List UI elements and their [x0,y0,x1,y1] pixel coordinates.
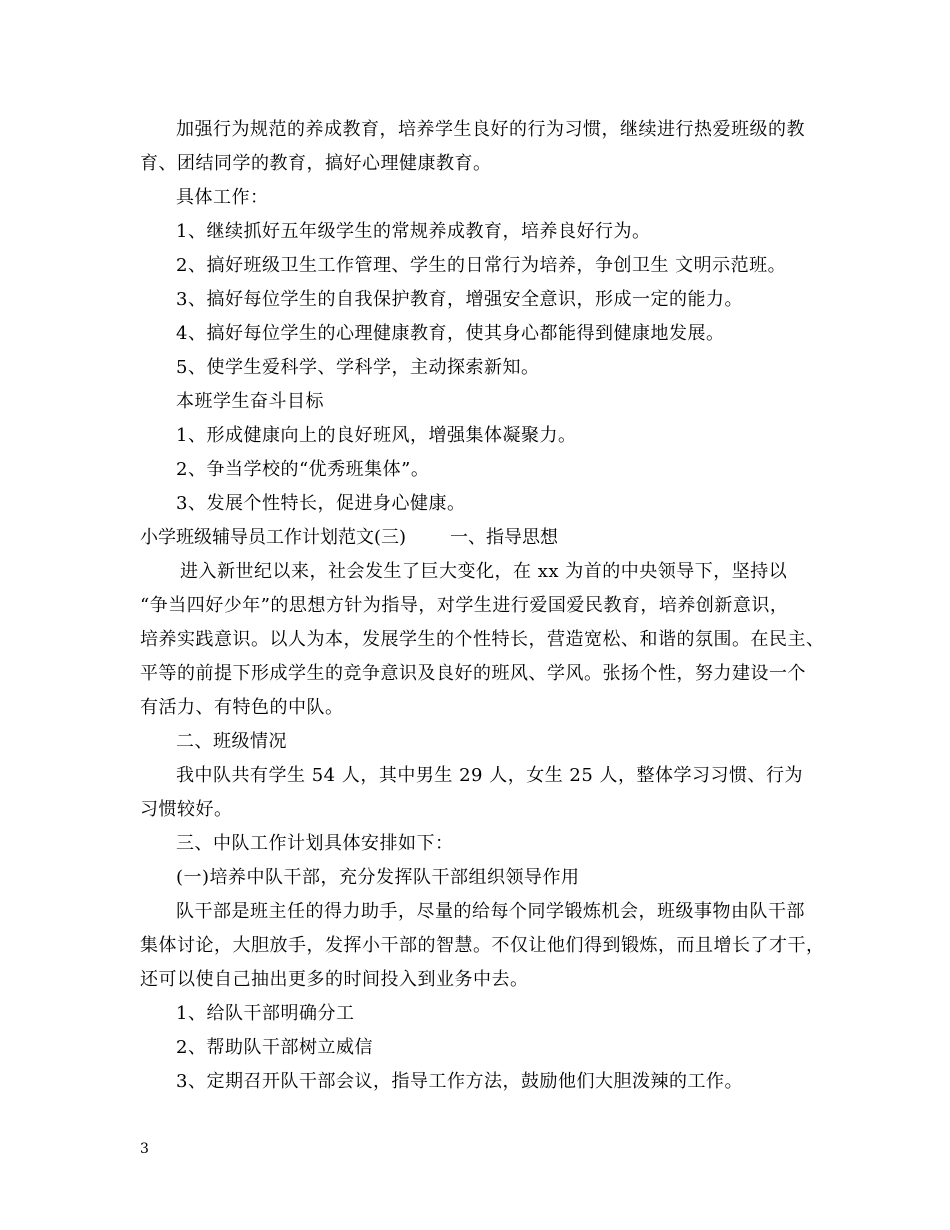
paragraph-line: 队干部是班主任的得力助手，尽量的给每个同学锻炼机会，班级事物由队干部 [176,901,805,922]
list-item: 1、继续抓好五年级学生的常规养成教育，培养良好行为。 [176,221,651,242]
section-first-heading: 一、指导思想 [450,527,559,548]
list-item: 3、定期召开队干部会议，指导工作方法，鼓励他们大胆泼辣的工作。 [176,1071,743,1092]
paragraph-line: 习惯较好。 [140,799,233,820]
paragraph-line: 进入新世纪以来，社会发生了巨大变化，在 xx 为首的中央领导下，坚持以 [180,561,788,582]
paragraph-line: 有活力、有特色的中队。 [140,697,344,718]
page-number: 3 [140,1141,149,1157]
paragraph-line: “争当四好少年”的思想方针为指导，对学生进行爱国爱民教育，培养创新意识， [140,595,789,616]
list-item: 4、搞好每位学生的心理健康教育，使其身心都能得到健康地发展。 [176,323,725,344]
paragraph-line: 育、团结同学的教育，搞好心理健康教育。 [140,153,492,174]
list-item: 2、帮助队干部树立威信 [176,1037,373,1058]
paragraph-line: 培养实践意识。以人为本，发展学生的个性特长，营造宽松、和谐的氛围。在民主、 [140,629,825,650]
paragraph-line: 平等的前提下形成学生的竞争意识及良好的班风、学风。张扬个性，努力建设一个 [140,663,806,684]
paragraph-line: 具体工作： [176,187,269,208]
subheading: 二、班级情况 [176,731,287,752]
list-item: 3、搞好每位学生的自我保护教育，增强安全意识，形成一定的能力。 [176,289,743,310]
paragraph-line: 我中队共有学生 54 人，其中男生 29 人，女生 25 人，整体学习习惯、行为 [176,765,804,786]
list-item: 2、争当学校的“优秀班集体”。 [176,459,430,480]
list-item: 1、给队干部明确分工 [176,1003,355,1024]
subheading: (一)培养中队干部，充分发挥队干部组织领导作用 [176,867,580,888]
paragraph-line: 加强行为规范的养成教育，培养学生良好的行为习惯，继续进行热爱班级的教 [176,119,805,140]
section-heading-row [140,526,558,550]
paragraph-line: 集体讨论，大胆放手，发挥小干部的智慧。不仅让他们得到锻炼，而且增长了才干， [140,935,825,956]
paragraph-line: 本班学生奋斗目标 [176,391,324,412]
list-item: 5、使学生爱科学、学科学，主动探索新知。 [176,357,540,378]
paragraph-line: 还可以使自己抽出更多的时间投入到业务中去。 [140,969,529,990]
section-title: 小学班级辅导员工作计划范文(三) [140,527,407,548]
list-item: 3、发展个性特长，促进身心健康。 [176,493,466,514]
subheading: 三、中队工作计划具体安排如下： [176,833,454,854]
list-item: 2、搞好班级卫生工作管理、学生的日常行为培养，争创卫生 文明示范班。 [176,255,787,276]
list-item: 1、形成健康向上的良好班风，增强集体凝聚力。 [176,425,577,446]
